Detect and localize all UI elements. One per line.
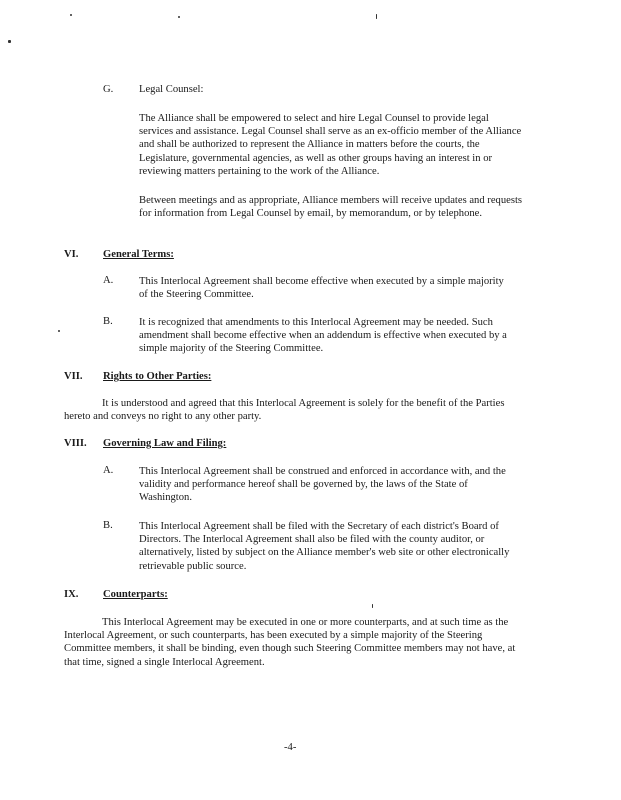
page-number: -4- [284,742,297,753]
scan-speck [58,330,60,332]
section-g-paragraph-2: Between meetings and as appropriate, Alliance members will receive updates and requests for information from Legal Counsel by email, by memorandum, or by telephone. [139,195,523,220]
section-viii-title: Governing Law and Filing: [103,438,227,449]
section-ix-numeral: IX. [64,589,79,600]
section-ix-text: This Interlocal Agreement may be executed in one or more counterparts, and at such time as the Interlocal Agreement, or such counterparts, has been executed by a simple majority of the Steering Committee members, it shall be binding, even though such Steering Committee members may not have, at that time, signed a single Interlocal Agreement. [64,617,516,668]
scan-speck [178,16,180,18]
section-vi-numeral: VI. [64,249,79,260]
section-vi-title: General Terms: [103,249,174,260]
section-vii-numeral: VII. [64,371,83,382]
section-viii-a-text: This Interlocal Agreement shall be construed and enforced in accordance with, and the validity and performance hereof shall be governed by, the laws of the State of Washington. [139,466,506,504]
section-g-paragraph-1: The Alliance shall be empowered to select and hire Legal Counsel to provide legal services and assistance. Legal Counsel shall serve as an ex-officio member of the Alliance and shall be authorized to represent the Alliance in matters before the courts, the Legislature, governmental agencies, as well as other groups having an interest in or reviewing matters pertaining to the work of the Alliance. [139,113,522,177]
section-viii-b-text: This Interlocal Agreement shall be filed with the Secretary of each district's Board of Directors. The Interlocal Agreement shall also be filed with the county auditor, or alternatively, listed by subject on the Alliance member's web site or other electronically retrievable public source. [139,521,510,572]
section-vi-b-letter: B. [103,316,113,327]
scan-speck [70,14,72,16]
scan-speck [8,40,11,43]
section-viii-numeral: VIII. [64,438,87,449]
section-viii-b-letter: B. [103,520,113,531]
section-ix-title: Counterparts: [103,589,168,600]
section-vi-a-letter: A. [103,275,114,286]
section-vii-title: Rights to Other Parties: [103,371,212,382]
scan-speck [376,14,377,19]
section-g-letter: G. [103,84,114,95]
section-vi-b-text: It is recognized that amendments to this Interlocal Agreement may be needed. Such amendment shall become effective when an addendum is effective when executed by a simple majority of the Steering Committee. [139,317,507,355]
section-vii-text: It is understood and agreed that this Interlocal Agreement is solely for the benefit of the Parties hereto and conveys no right to any other party. [64,398,505,423]
section-g-title: Legal Counsel: [139,84,204,95]
section-vi-a-text: This Interlocal Agreement shall become effective when executed by a simple majority of the Steering Committee. [139,276,504,301]
section-viii-a-letter: A. [103,465,114,476]
scan-speck [372,604,373,608]
